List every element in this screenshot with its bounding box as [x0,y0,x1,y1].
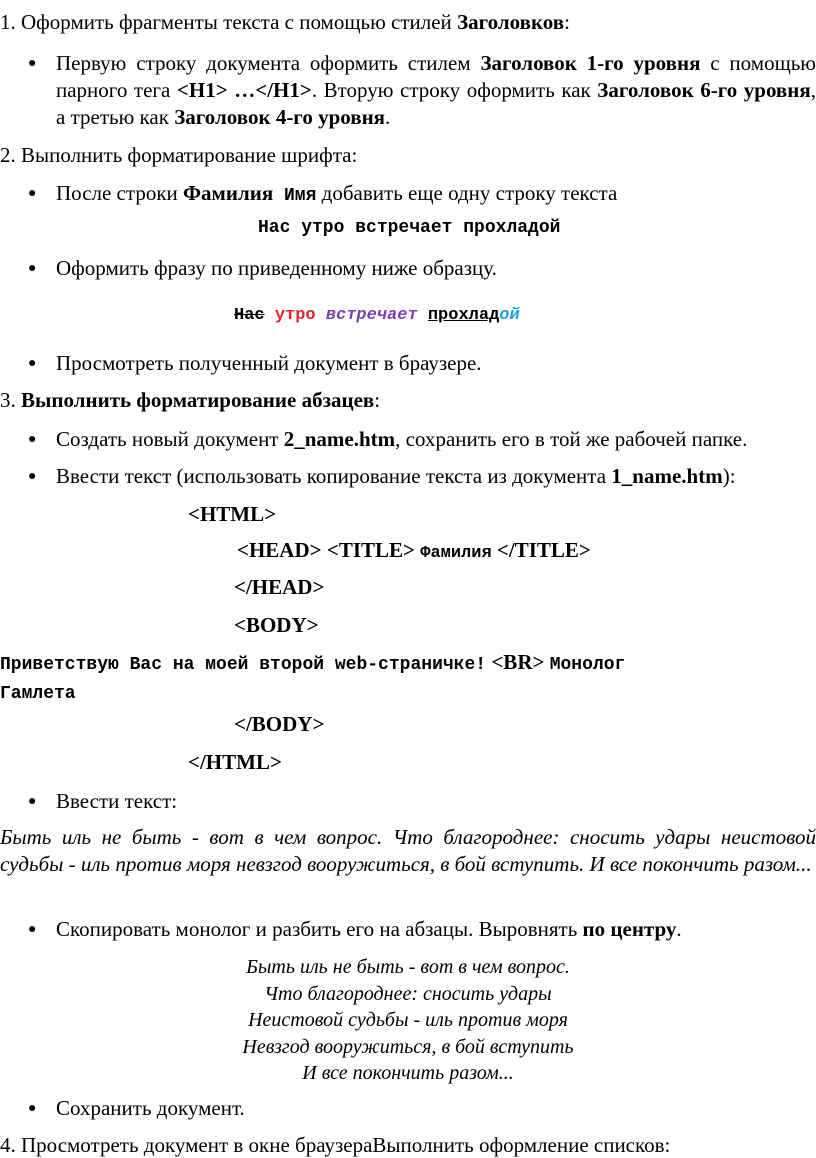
bullet-item-6 [28,463,816,490]
text-run: , а третью как [56,78,816,129]
section-3-heading [0,387,380,413]
text-run: Ввести текст (использовать копирование текста из документа [56,464,612,488]
bullet-text: Оформить фразу по приведенному ниже образцу. [56,256,497,280]
code-tag: </TITLE> [496,538,591,562]
punct: : [564,10,570,34]
text-run: , сохранить его в той же рабочей папке. [395,427,748,451]
bullet-icon: ● [28,469,37,484]
section-4-heading: 4. Просмотреть документ в окне браузераВыполнить оформление списков: [0,1133,671,1157]
code-title-text: Фамилия [420,544,492,563]
section-2-heading: 2. Выполнить форматирование шрифта: [0,143,358,167]
bullet-icon: ● [28,56,37,71]
sample-underline: прохлад [427,306,500,325]
bullet-text [56,180,816,210]
text-run: После строки [56,181,184,205]
bullet-icon: ● [28,432,37,447]
bullet-icon: ● [28,261,37,276]
text-run: Создать новый документ [56,427,284,451]
text-run: добавить еще одну строку текста [316,181,618,205]
bold-run: по центру [582,917,677,941]
code-body-open: <BODY> [234,613,319,637]
poem-line: Быть иль не быть - вот в чем вопрос. [246,956,570,978]
bold-run: Фамилия [183,181,274,205]
poem-line: Что благороднее: сносить удары [264,982,552,1005]
hamlet-word: Гамлета [0,684,76,704]
text-run: . Вторую строку оформить как [311,78,598,102]
poem-line: Неистовой судьбы - иль против моря [248,1009,568,1032]
poem-line: Невзгод вооружиться, в бой вступить [242,1035,574,1058]
bullet-item-7 [28,788,816,815]
section-number: 3. [0,388,21,412]
code-tag: <HEAD> [237,538,322,562]
bold-run: 2_name.htm [283,427,396,451]
poem-line: И все покончить разом... [302,1062,514,1085]
bullet-icon: ● [28,186,37,201]
code-tag: <TITLE> [326,538,415,562]
code-greeting [0,649,816,707]
bullet-text [56,426,816,453]
code-html-close: </HTML> [188,750,282,774]
bold-run: Заголовок 4-го уровня [174,105,386,129]
bullet-item-8 [28,916,816,943]
monolog-word: Монолог [549,655,626,675]
bullet-item-9 [28,1095,816,1122]
bold-run: <H1> …</H1> [176,78,312,102]
bullet-text [56,50,816,131]
bullet-icon: ● [28,1101,37,1116]
bullet-text: Просмотреть полученный документ в браузере. [56,351,482,375]
code-head-close: </HEAD> [234,575,325,599]
bullet-item-3 [28,255,816,282]
sample-italic: встречает [325,306,418,325]
bold-run: 1_name.htm [611,464,723,488]
sample-cyan: ой [499,306,520,325]
section-1-heading [0,9,570,35]
bullet-text [56,463,816,490]
text-run: Скопировать монолог и разбить его на абзацы. Выровнять [56,917,583,941]
bold-run: Заголовок 6-го уровня [597,78,811,102]
mono-run: Имя [273,186,317,206]
greeting-text: Приветствую Вас на моей второй web-страничке! [0,655,487,675]
text-run: с помощью парного тега [56,51,816,102]
bullet-text: Ввести текст: [56,789,178,813]
section-number: 1. [0,10,21,34]
code-tag: <BR> [491,650,545,674]
section-bold: Выполнить форматирование абзацев [21,388,375,412]
code-head-line [237,537,591,567]
bullet-item-4 [28,350,816,377]
sample-red: утро [274,306,316,325]
phrase-mono: Нас утро встречает прохладой [258,218,561,238]
text-run: Первую строку документа оформить стилем [56,51,481,75]
code-body-close: </BODY> [234,712,325,736]
bullet-item-2 [28,180,816,210]
bullet-item-1 [28,50,816,131]
section-bold: Заголовков [457,10,565,34]
code-html-open: <HTML> [188,502,277,526]
monolog-paragraph: Быть иль не быть - вот в чем вопрос. Что благороднее: сносить удары неистовой судьбы - иль против моря невзгод вооружиться, в бой вступить. И все покончить разом... [0,825,816,876]
bullet-text [56,916,816,943]
text-run: . [385,105,391,129]
bullet-item-5 [28,426,816,453]
bullet-icon: ● [28,922,37,937]
section-text: Оформить фрагменты текста с помощью стилей [21,10,458,34]
bullet-icon: ● [28,794,37,809]
poem-centered [0,954,816,1087]
text-run: . [676,917,682,941]
bullet-text: Сохранить документ. [56,1096,245,1120]
formatted-sample [234,303,520,329]
bullet-icon: ● [28,356,37,371]
bold-run: Заголовок 1-го уровня [480,51,701,75]
text-run: ): [722,464,736,488]
sample-strike: Нас [234,306,265,325]
punct: : [374,388,381,412]
